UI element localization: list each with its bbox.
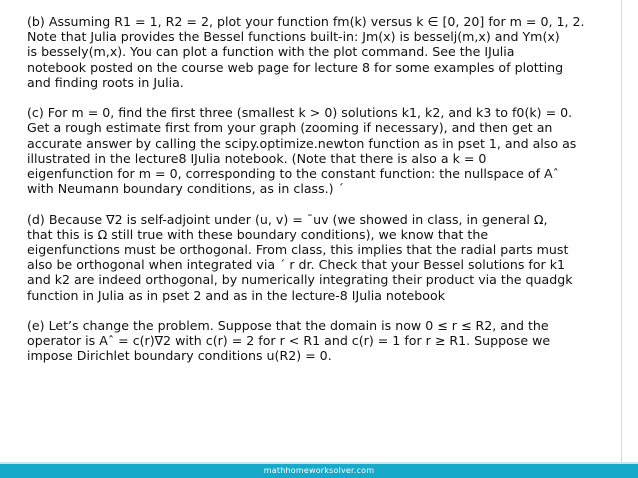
- paragraph-line: and k2 are indeed orthogonal, by numerically integrating their product via the quadgk: [27, 272, 573, 288]
- paragraph-line: (e) Let’s change the problem. Suppose that the domain is now 0 ≤ r ≤ R2, and the: [27, 318, 549, 334]
- paragraph-line: eigenfunction for m = 0, corresponding to the constant function: the nullspace of Aˆ: [27, 166, 559, 182]
- paragraph-line: illustrated in the lecture8 IJulia notebook. (Note that there is also a k = 0: [27, 150, 487, 166]
- paragraph-line: impose Dirichlet boundary conditions u(R2) = 0.: [27, 348, 332, 364]
- paragraph-line: eigenfunctions must be orthogonal. From class, this implies that the radial parts must: [27, 242, 569, 258]
- paragraph-part-b: [27, 14, 617, 90]
- paragraph-line: also be orthogonal when integrated via ´ r dr. Check that your Bessel solutions for k1: [27, 257, 566, 273]
- paragraph-line: (c) For m = 0, find the first three (smallest k > 0) solutions k1, k2, and k3 to f0(k) = 0.: [27, 105, 573, 121]
- paragraph-line: and finding roots in Julia.: [27, 74, 184, 90]
- paragraph-part-d: [27, 212, 617, 303]
- paragraph-line: (d) Because ∇2 is self-adjoint under (u, v) = ¯uv (we showed in class, in general Ω,: [27, 211, 548, 227]
- paragraph-line: (b) Assuming R1 = 1, R2 = 2, plot your function fm(k) versus k ∈ [0, 20] for m = 0, 1, 2.: [27, 14, 585, 29]
- paragraph-line: Note that Julia provides the Bessel functions built-in: Jm(x) is besselj(m,x) and Ym(x): [27, 29, 560, 45]
- problem-text: [27, 14, 617, 379]
- paragraph-part-e: [27, 318, 617, 364]
- paragraph-line: that this is Ω still true with these boundary conditions), we know that the: [27, 226, 489, 242]
- paragraph-line: function in Julia as in pset 2 and as in the lecture-8 IJulia notebook: [27, 287, 446, 303]
- paragraph-line: accurate answer by calling the scipy.optimize.newton function as in pset 1, and also as: [27, 135, 577, 151]
- paragraph-line: operator is Aˆ = c(r)∇2 with c(r) = 2 for r < R1 and c(r) = 1 for r ≥ R1. Suppose we: [27, 333, 551, 349]
- paragraph-line: is bessely(m,x). You can plot a function with the plot command. See the IJulia: [27, 44, 515, 60]
- right-divider: [621, 0, 622, 464]
- paragraph-line: notebook posted on the course web page for lecture 8 for some examples of plotting: [27, 59, 564, 75]
- paragraph-line: with Neumann boundary conditions, as in class.) ´: [27, 181, 344, 197]
- paragraph-part-c: [27, 105, 617, 196]
- paragraph-line: Get a rough estimate first from your graph (zooming if necessary), and then get an: [27, 120, 553, 136]
- watermark-text: mathhomeworksolver.com: [263, 466, 375, 475]
